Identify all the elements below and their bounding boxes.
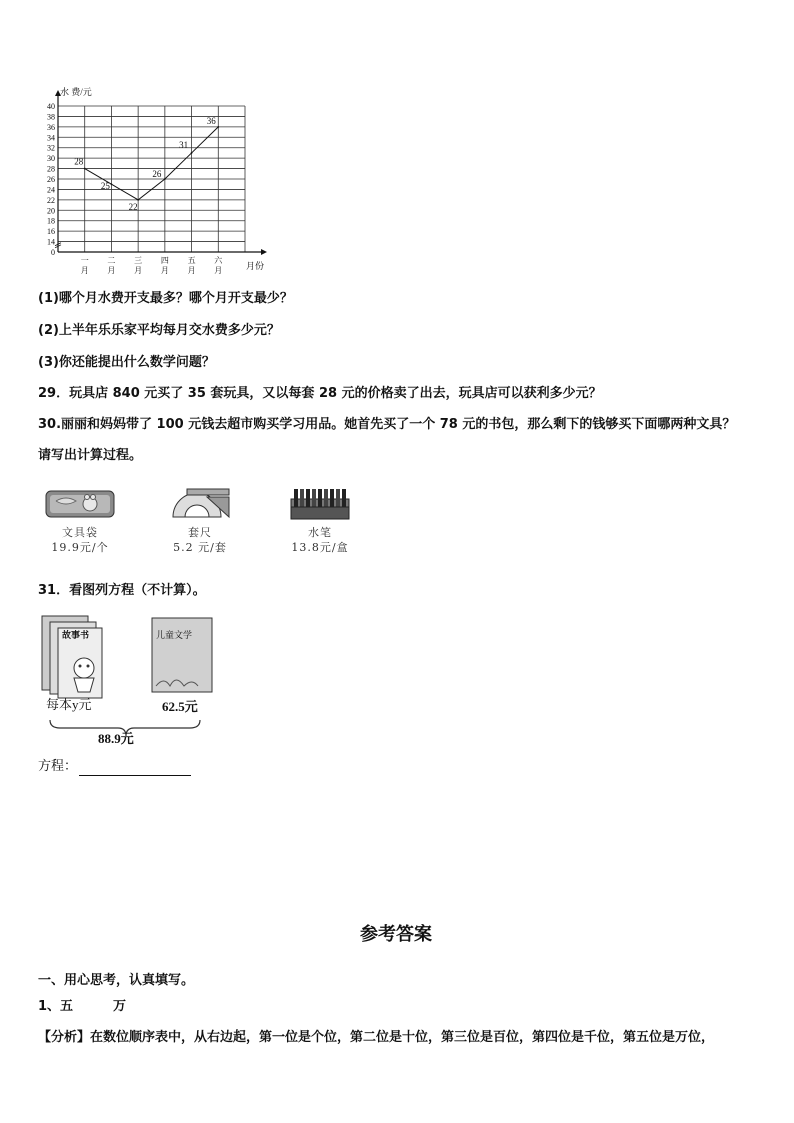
x-tick-label: 四 bbox=[160, 256, 169, 265]
stationery-name: 文具袋 bbox=[62, 526, 98, 539]
y-tick-label: 16 bbox=[47, 227, 55, 237]
equation-blank[interactable] bbox=[79, 761, 191, 776]
question-29: 29．玩具店 840 元买了 35 套玩具，又以每套 28 元的价格卖了出去，玩具店可以获利多少元？ bbox=[38, 386, 602, 401]
stationery-ruler-set bbox=[160, 487, 240, 554]
pen-stroke bbox=[312, 489, 316, 509]
y-tick-label: 18 bbox=[47, 216, 55, 226]
data-point bbox=[137, 199, 139, 201]
y-tick-label: 26 bbox=[47, 175, 55, 184]
x-tick-label-unit: 月 bbox=[214, 266, 223, 275]
x-tick-label: 二 bbox=[107, 256, 116, 265]
answer-title: 参考答案 bbox=[360, 924, 432, 945]
stationery-price: 5.2 元/套 bbox=[173, 541, 227, 554]
equation-row bbox=[38, 758, 191, 776]
data-point bbox=[84, 168, 86, 170]
pen-stroke bbox=[300, 489, 304, 509]
answer-1-unit: 万 bbox=[113, 999, 127, 1014]
data-label: 36 bbox=[206, 115, 216, 126]
answer-1-number: 1、五 bbox=[38, 999, 74, 1014]
pen-stroke bbox=[294, 489, 298, 509]
stationery-price: 19.9元/个 bbox=[51, 541, 109, 554]
data-point bbox=[111, 183, 113, 185]
x-tick-label: 一 bbox=[80, 256, 89, 265]
pencil-case-icon bbox=[44, 487, 116, 521]
x-tick-label-unit: 月 bbox=[107, 266, 116, 275]
story-book-title: 故事书 bbox=[62, 631, 90, 641]
data-label: 28 bbox=[74, 156, 84, 167]
x-tick-label-unit: 月 bbox=[187, 266, 196, 275]
y-tick-label: 38 bbox=[47, 112, 55, 122]
y-tick-label: 32 bbox=[47, 143, 55, 153]
question-30-instruction: 请写出计算过程。 bbox=[38, 448, 143, 463]
data-point bbox=[217, 126, 219, 128]
x-tick-label: 三 bbox=[134, 256, 143, 265]
stationery-name: 水笔 bbox=[308, 526, 332, 539]
y-tick-label: 22 bbox=[47, 195, 55, 205]
y-tick-label: 36 bbox=[47, 122, 55, 132]
data-point bbox=[164, 178, 166, 180]
pen-box-icon bbox=[289, 487, 351, 521]
answer-1 bbox=[38, 998, 126, 1016]
data-labels bbox=[74, 116, 216, 212]
equation-label: 方程： bbox=[38, 759, 78, 774]
x-axis-label: 月份 bbox=[246, 261, 265, 271]
x-tick-label-unit: 月 bbox=[134, 266, 143, 275]
single-book-price: 62.5元 bbox=[162, 699, 198, 714]
pen-stroke bbox=[306, 489, 310, 509]
y-axis-label: 水 费/元 bbox=[60, 87, 92, 97]
x-axis-arrow bbox=[261, 249, 267, 255]
pen-stroke bbox=[324, 489, 328, 509]
data-label: 22 bbox=[128, 201, 138, 212]
stationery-name: 套尺 bbox=[188, 526, 212, 539]
x-tick-label-unit: 月 bbox=[80, 266, 89, 275]
water-fee-line-chart bbox=[40, 78, 280, 278]
stationery-price: 13.8元/盒 bbox=[291, 541, 349, 554]
answer-analysis: 【分析】在数位顺序表中，从右边起，第一位是个位，第二位是十位，第三位是百位，第四位是千位，第五位是万位， bbox=[38, 1030, 715, 1045]
x-tick-labels bbox=[81, 255, 224, 275]
childrens-lit-title: 儿童文学 bbox=[156, 631, 193, 641]
y-tick-label: 0 bbox=[51, 248, 55, 257]
y-tick-labels bbox=[47, 102, 55, 257]
pen-stroke bbox=[342, 489, 346, 509]
x-tick-label: 五 bbox=[187, 256, 196, 265]
y-tick-label: 14 bbox=[47, 237, 55, 247]
ruler-set-icon bbox=[167, 487, 233, 521]
question-2: (2)上半年乐乐家平均每月交水费多少元？ bbox=[38, 323, 280, 338]
pen-stroke bbox=[330, 489, 334, 509]
total-price: 88.9元 bbox=[98, 731, 134, 746]
books-illustration bbox=[40, 612, 216, 748]
each-book-price: 每本y元 bbox=[46, 697, 92, 712]
x-tick-label-unit: 月 bbox=[160, 266, 169, 275]
y-tick-label: 28 bbox=[47, 164, 55, 174]
question-3: (3)你还能提出什么数学问题？ bbox=[38, 355, 215, 370]
y-tick-label: 30 bbox=[47, 154, 55, 164]
data-label: 26 bbox=[152, 169, 162, 179]
data-label: 31 bbox=[179, 139, 189, 150]
answer-section: 一、用心思考，认真填写。 bbox=[38, 973, 195, 988]
y-tick-label: 20 bbox=[47, 206, 55, 216]
y-tick-label: 40 bbox=[47, 102, 55, 111]
question-30: 30.丽丽和妈妈带了 100 元钱去超市购买学习用品。她首先买了一个 78 元的书包，那么剩下的钱够买下面哪两种文具？ bbox=[38, 417, 736, 432]
y-tick-label: 24 bbox=[47, 185, 55, 195]
y-tick-label: 34 bbox=[47, 133, 55, 143]
pen-stroke bbox=[318, 489, 322, 509]
question-31: 31．看图列方程（不计算）。 bbox=[38, 583, 206, 598]
pen-stroke bbox=[336, 489, 340, 509]
x-tick-label: 六 bbox=[214, 256, 223, 265]
stationery-pens bbox=[278, 487, 362, 554]
data-label: 25 bbox=[100, 181, 110, 192]
data-point bbox=[191, 152, 193, 154]
question-1: (1)哪个月水费开支最多？哪个月开支最少？ bbox=[38, 291, 293, 306]
stationery-pencil-case bbox=[40, 487, 120, 554]
